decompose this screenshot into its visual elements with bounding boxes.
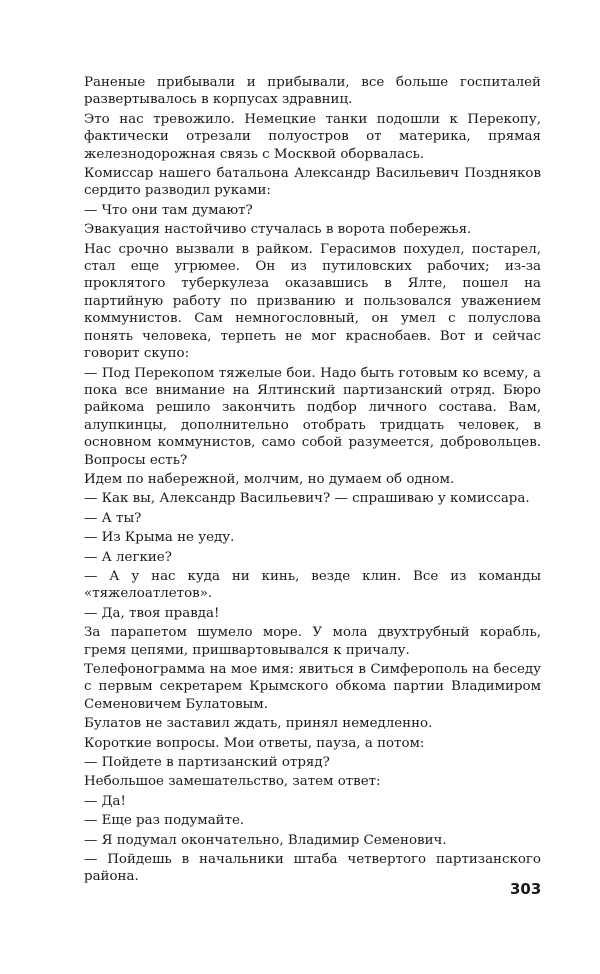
paragraph: Небольшое замешательство, затем ответ: [84, 774, 381, 790]
paragraph: — Пойдешь в начальники штаба четвертого партизанского района. [84, 852, 541, 885]
paragraph: Телефонограмма на мое имя: явиться в Симферополь на беседу с первым секретарем Крымского обкома партии Владимиром Семеновичем Булатовым. [84, 662, 541, 712]
paragraph: — Как вы, Александр Васильевич? — спрашиваю у комиссара. [84, 491, 530, 507]
paragraph: Это нас тревожило. Немецкие танки подошли к Перекопу, фактически отрезали полуостров от материка, прямая железнодорожная связь с Москвой оборвалась. [84, 111, 541, 162]
paragraph: — А ты? [84, 510, 142, 526]
paragraph: — Еще раз подумайте. [84, 813, 245, 829]
page-body [84, 74, 541, 888]
paragraph: — Да, твоя правда! [84, 605, 220, 621]
paragraph: Нас срочно вызвали в райком. Герасимов похудел, постарел, стал еще угрюмее. Он из путиловских рабочих; из-за проклятого туберкулеза оказавшись в Ялте, пошел на партийную работу по призванию и пользовался уважением коммунистов. Сам немногословный, он умел с полуслова понять человека, терпеть не мог краснобаев. Вот и сейчас говорит скупо: [84, 241, 541, 362]
paragraph: — Пойдете в партизанский отряд? [84, 755, 330, 771]
paragraph: — Да! [84, 793, 126, 809]
paragraph: — Я подумал окончательно, Владимир Семенович. [84, 832, 447, 848]
paragraph: — Под Перекопом тяжелые бои. Надо быть готовым ко всему, а пока все внимание на Ялтинский партизанский отряд. Бюро райкома решило закончить подбор личного состава. Вам, алупкинцы, дополнительно отобрать тридцать человек, в основном коммунистов, само собой разумеется, добровольцев. Вопросы есть? [84, 365, 541, 468]
paragraph: Эвакуация настойчиво стучалась в ворота побережья. [84, 222, 472, 238]
paragraph: Идем по набережной, молчим, но думаем об одном. [84, 471, 455, 487]
paragraph: Комиссар нашего батальона Александр Васильевич Поздняков сердито разводил руками: [84, 166, 541, 199]
paragraph: За парапетом шумело море. У мола двухтрубный корабль, гремя цепями, пришвартовывался к причалу. [84, 625, 541, 658]
paragraph: Раненые прибывали и прибывали, все больше госпиталей развертывалось в корпусах здравниц. [84, 75, 541, 108]
paragraph: — Из Крыма не уеду. [84, 530, 235, 546]
paragraph: — А легкие? [84, 549, 172, 565]
paragraph: Короткие вопросы. Мои ответы, пауза, а потом: [84, 735, 425, 751]
paragraph: — Что они там думают? [84, 202, 253, 218]
page-number: 303 [510, 880, 542, 898]
paragraph: — А у нас куда ни кинь, везде клин. Все из команды «тяжелоатлетов». [84, 568, 541, 602]
paragraph: Булатов не заставил ждать, принял немедленно. [84, 716, 433, 732]
